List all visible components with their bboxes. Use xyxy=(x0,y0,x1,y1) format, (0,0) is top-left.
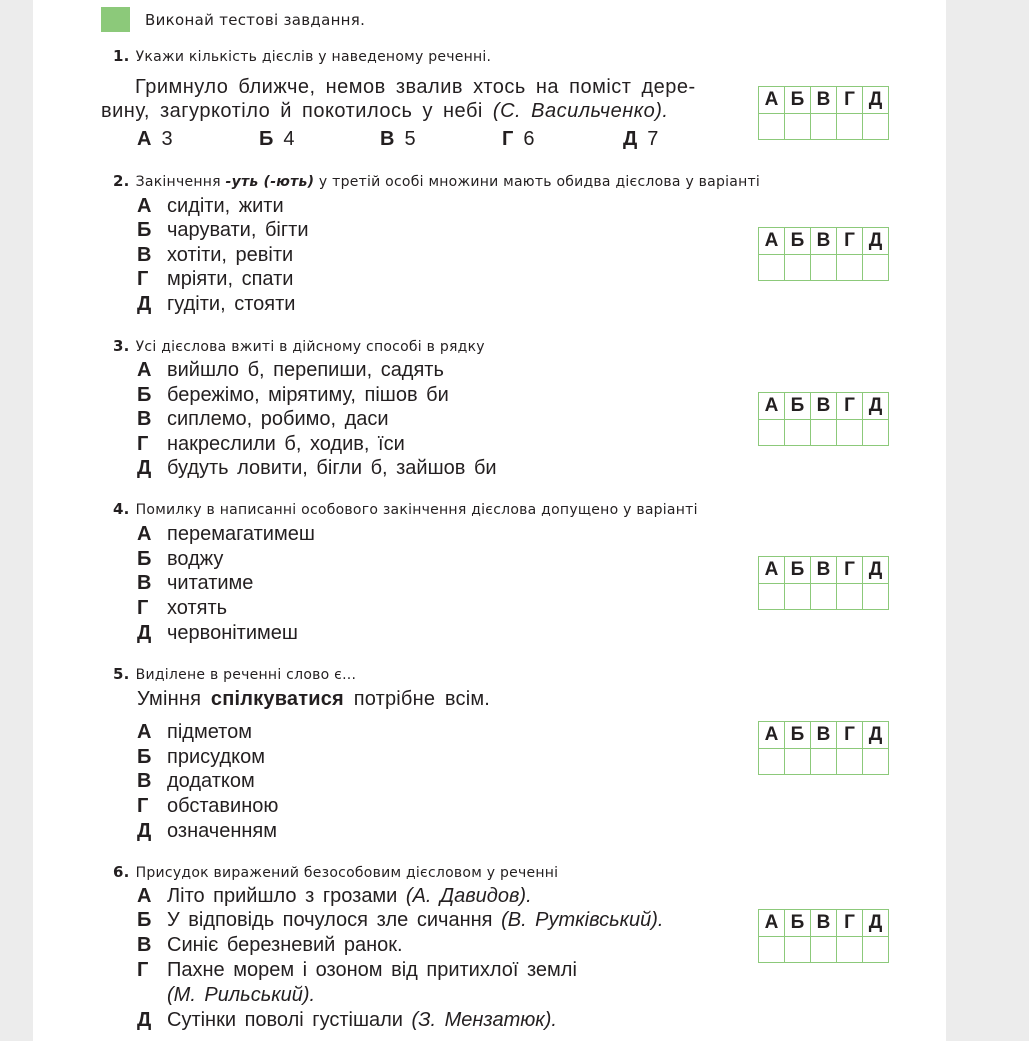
grid-letter-b: Б xyxy=(785,393,811,420)
option-text: присудком xyxy=(167,746,265,768)
grid-letter-v: В xyxy=(811,87,837,114)
option-letter: А xyxy=(137,359,152,381)
grid-letter-a: А xyxy=(759,557,785,584)
question-1-text-line-1: Гримнуло ближче, немов звалив хтось на поміст дере- xyxy=(135,76,696,98)
option-letter: Г xyxy=(137,433,149,455)
question-1-prompt xyxy=(113,47,491,65)
option-letter: Д xyxy=(137,457,152,479)
option-source: (А. Давидов). xyxy=(405,885,532,907)
grid-letter-b: Б xyxy=(785,87,811,114)
question-5-prompt xyxy=(113,665,356,683)
option-text: сиплемо, робимо, даси xyxy=(167,408,389,430)
answer-cell-a[interactable] xyxy=(759,583,785,610)
grid-letter-d: Д xyxy=(863,393,889,420)
grid-letter-b: Б xyxy=(785,722,811,749)
q1-option-d[interactable] xyxy=(502,128,534,151)
answer-cell-a[interactable] xyxy=(759,113,785,140)
q4-option-e[interactable] xyxy=(137,622,298,645)
grid-letter-v: В xyxy=(811,228,837,255)
option-letter: Б xyxy=(137,384,152,406)
option-letter: Д xyxy=(137,622,152,644)
question-number: 3. xyxy=(113,337,130,355)
sentence-text: вину, загуркотіло й покотилось у небі xyxy=(101,100,493,122)
answer-cell-v[interactable] xyxy=(811,748,837,775)
q6-option-a[interactable] xyxy=(137,885,532,908)
option-letter: А xyxy=(137,128,152,150)
grid-letter-h: Г xyxy=(837,557,863,584)
option-text: накреслили б, ходив, їси xyxy=(167,433,405,455)
prompt-text: Усі дієслова вжиті в дійсному способі в рядку xyxy=(135,339,485,355)
answer-cell-h[interactable] xyxy=(837,936,863,963)
option-text: сидіти, жити xyxy=(167,195,284,217)
answer-cell-h[interactable] xyxy=(837,583,863,610)
option-text: бережімо, мірятиму, пішов би xyxy=(167,384,449,406)
option-letter: В xyxy=(137,770,152,792)
q4-option-d[interactable] xyxy=(137,597,227,620)
answer-grid-q3 xyxy=(758,392,889,446)
textbook-page xyxy=(33,0,946,1041)
grid-letter-b: Б xyxy=(785,557,811,584)
grid-letter-v: В xyxy=(811,910,837,937)
q6-option-e[interactable] xyxy=(137,1009,557,1032)
answer-grid-q2 xyxy=(758,227,889,281)
option-text: чарувати, бігти xyxy=(167,219,309,241)
question-number: 5. xyxy=(113,665,130,683)
answer-cell-d[interactable] xyxy=(863,936,889,963)
grid-letter-d: Д xyxy=(863,228,889,255)
answer-cell-v[interactable] xyxy=(811,583,837,610)
option-letter: Д xyxy=(137,293,152,315)
option-text: вийшло б, перепиши, садять xyxy=(167,359,444,381)
q5-option-c[interactable] xyxy=(137,770,255,793)
question-number: 4. xyxy=(113,500,130,518)
task-marker-square xyxy=(101,7,130,32)
q2-option-d[interactable] xyxy=(137,268,293,291)
grid-letter-h: Г xyxy=(837,228,863,255)
answer-grid-q4 xyxy=(758,556,889,610)
option-text: гудіти, стояти xyxy=(167,293,296,315)
answer-grid-q5 xyxy=(758,721,889,775)
q2-option-a[interactable] xyxy=(137,195,284,218)
option-letter: Б xyxy=(137,909,152,931)
option-text: хотять xyxy=(167,597,228,619)
grid-letter-b: Б xyxy=(785,910,811,937)
q3-option-d[interactable] xyxy=(137,433,405,456)
option-text: Літо прийшло з грозами xyxy=(167,885,406,907)
grid-letter-h: Г xyxy=(837,722,863,749)
question-3-prompt xyxy=(113,337,485,355)
answer-cell-a[interactable] xyxy=(759,419,785,446)
q1-option-a[interactable] xyxy=(137,128,173,151)
option-text: читатиме xyxy=(167,572,254,594)
option-letter: В xyxy=(137,244,152,266)
option-text: хотіти, ревіти xyxy=(167,244,294,266)
answer-cell-h[interactable] xyxy=(837,113,863,140)
option-text: У відповідь почулося зле сичання xyxy=(167,909,502,931)
option-letter: А xyxy=(137,885,152,907)
grid-letter-a: А xyxy=(759,910,785,937)
option-text: Пахне морем і озоном від притихлої землі xyxy=(167,959,577,981)
answer-cell-a[interactable] xyxy=(759,748,785,775)
option-text: червонітимеш xyxy=(167,622,298,644)
grid-letter-a: А xyxy=(759,722,785,749)
option-letter: Д xyxy=(137,1009,152,1031)
highlighted-word: спілкуватися xyxy=(210,688,344,710)
grid-letter-h: Г xyxy=(837,87,863,114)
option-letter: Б xyxy=(259,128,274,150)
answer-grid-q6 xyxy=(758,909,889,963)
option-letter: Б xyxy=(137,746,152,768)
option-letter: Г xyxy=(137,268,149,290)
option-letter: Г xyxy=(137,959,149,981)
q3-option-b[interactable] xyxy=(137,384,449,407)
option-letter: А xyxy=(137,195,152,217)
answer-cell-d[interactable] xyxy=(863,583,889,610)
option-text: 3 xyxy=(161,128,173,150)
answer-cell-v[interactable] xyxy=(811,254,837,281)
answer-cell-h[interactable] xyxy=(837,419,863,446)
option-letter: А xyxy=(137,721,152,743)
grid-letter-a: А xyxy=(759,87,785,114)
q6-option-c[interactable] xyxy=(137,934,403,957)
answer-cell-h[interactable] xyxy=(837,254,863,281)
question-5-sentence xyxy=(137,688,490,711)
question-4-prompt xyxy=(113,500,698,518)
prompt-text: Закінчення xyxy=(135,174,226,190)
option-letter: Д xyxy=(137,820,152,842)
instruction-heading: Виконай тестові завдання. xyxy=(145,11,366,29)
question-number: 1. xyxy=(113,47,130,65)
q2-option-b[interactable] xyxy=(137,219,309,242)
option-text: будуть ловити, бігли б, зайшов би xyxy=(167,457,497,479)
answer-cell-a[interactable] xyxy=(759,254,785,281)
option-letter: Г xyxy=(502,128,514,150)
option-letter: Б xyxy=(137,219,152,241)
option-source: (З. Мензатюк). xyxy=(411,1009,557,1031)
q1-option-b[interactable] xyxy=(259,128,295,151)
option-text: мріяти, спати xyxy=(167,268,294,290)
option-letter: В xyxy=(137,572,152,594)
answer-cell-d[interactable] xyxy=(863,419,889,446)
q5-option-b[interactable] xyxy=(137,746,265,769)
option-text: означенням xyxy=(167,820,278,842)
answer-cell-b[interactable] xyxy=(785,419,811,446)
grid-letter-d: Д xyxy=(863,87,889,114)
option-text: Сутінки поволі густішали xyxy=(167,1009,412,1031)
option-letter: В xyxy=(380,128,395,150)
q2-option-c[interactable] xyxy=(137,244,293,267)
q6-option-b[interactable] xyxy=(137,909,664,932)
prompt-text: Укажи кількість дієслів у наведеному реченні. xyxy=(135,49,492,65)
prompt-text: Виділене в реченні слово є... xyxy=(135,667,357,683)
sentence-text: Уміння xyxy=(137,688,211,710)
option-letter: Г xyxy=(137,795,149,817)
answer-grid-q1 xyxy=(758,86,889,140)
grid-letter-a: А xyxy=(759,393,785,420)
option-text: 7 xyxy=(647,128,659,150)
option-letter: Б xyxy=(137,548,152,570)
grid-letter-d: Д xyxy=(863,910,889,937)
grid-letter-v: В xyxy=(811,393,837,420)
option-letter: Г xyxy=(137,597,149,619)
sentence-text: потрібне всім. xyxy=(343,688,491,710)
q1-option-c[interactable] xyxy=(380,128,416,151)
q6-option-d-source: (М. Рильський). xyxy=(167,984,316,1006)
answer-cell-d[interactable] xyxy=(863,748,889,775)
option-text: 5 xyxy=(404,128,416,150)
grid-letter-h: Г xyxy=(837,910,863,937)
option-text: Синіє березневий ранок. xyxy=(167,934,403,956)
answer-cell-d[interactable] xyxy=(863,113,889,140)
grid-letter-v: В xyxy=(811,722,837,749)
grid-letter-a: А xyxy=(759,228,785,255)
grid-letter-b: Б xyxy=(785,228,811,255)
q2-option-e[interactable] xyxy=(137,293,295,316)
option-text: обставиною xyxy=(167,795,279,817)
grid-letter-d: Д xyxy=(863,557,889,584)
answer-cell-b[interactable] xyxy=(785,254,811,281)
answer-cell-v[interactable] xyxy=(811,936,837,963)
option-text: перемагатимеш xyxy=(167,523,315,545)
answer-cell-v[interactable] xyxy=(811,419,837,446)
question-number: 6. xyxy=(113,863,130,881)
prompt-ending: -уть (-ють) xyxy=(225,174,315,190)
grid-letter-d: Д xyxy=(863,722,889,749)
answer-cell-b[interactable] xyxy=(785,113,811,140)
q5-option-d[interactable] xyxy=(137,795,278,818)
option-source: (В. Рутківський). xyxy=(501,909,664,931)
prompt-text: Присудок виражений безособовим дієсловом у реченні xyxy=(135,865,559,881)
answer-cell-b[interactable] xyxy=(785,748,811,775)
q4-option-b[interactable] xyxy=(137,548,223,571)
answer-cell-a[interactable] xyxy=(759,936,785,963)
option-letter: В xyxy=(137,408,152,430)
option-letter: В xyxy=(137,934,152,956)
option-text: 4 xyxy=(283,128,295,150)
answer-cell-h[interactable] xyxy=(837,748,863,775)
sentence-source: (С. Васильченко). xyxy=(492,100,669,122)
q3-option-e[interactable] xyxy=(137,457,497,480)
question-6-prompt xyxy=(113,863,558,881)
option-letter: Д xyxy=(623,128,638,150)
q4-option-c[interactable] xyxy=(137,572,253,595)
q5-option-a[interactable] xyxy=(137,721,252,744)
answer-cell-d[interactable] xyxy=(863,254,889,281)
option-letter: А xyxy=(137,523,152,545)
q1-option-e[interactable] xyxy=(623,128,658,151)
grid-letter-h: Г xyxy=(837,393,863,420)
q6-option-d[interactable] xyxy=(137,959,577,982)
option-text: 6 xyxy=(523,128,535,150)
q3-option-a[interactable] xyxy=(137,359,444,382)
question-2-prompt xyxy=(113,172,760,190)
grid-letter-v: В xyxy=(811,557,837,584)
prompt-text: у третій особі множини мають обидва дієслова у варіанті xyxy=(314,174,761,190)
option-text: додатком xyxy=(167,770,255,792)
prompt-text: Помилку в написанні особового закінчення дієслова допущено у варіанті xyxy=(135,502,698,518)
answer-cell-v[interactable] xyxy=(811,113,837,140)
answer-cell-b[interactable] xyxy=(785,583,811,610)
answer-cell-b[interactable] xyxy=(785,936,811,963)
option-text: воджу xyxy=(167,548,224,570)
question-1-text-line-2 xyxy=(101,100,669,123)
q5-option-e[interactable] xyxy=(137,820,277,843)
question-number: 2. xyxy=(113,172,130,190)
option-text: підметом xyxy=(167,721,252,743)
q4-option-a[interactable] xyxy=(137,523,315,546)
q3-option-c[interactable] xyxy=(137,408,389,431)
